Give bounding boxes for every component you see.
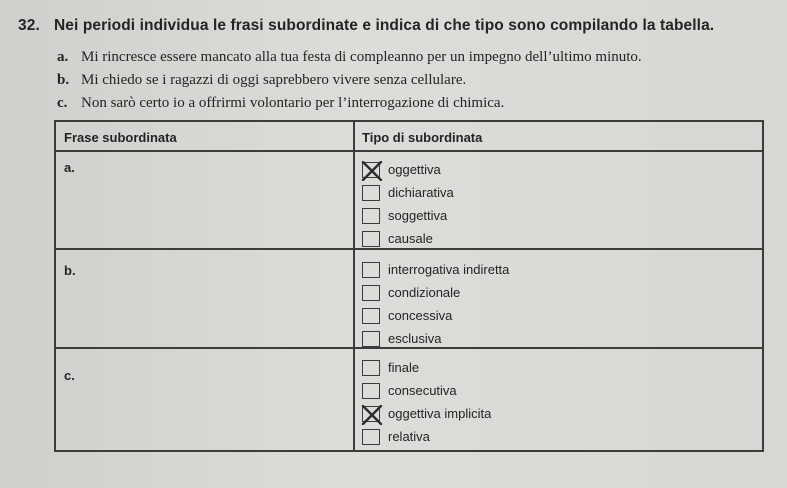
column-header-tipo: Tipo di subordinata <box>362 130 483 145</box>
answer-table <box>54 120 764 452</box>
option-label: oggettiva implicita <box>388 406 492 421</box>
option-dichiarativa <box>362 183 752 205</box>
sentence-letter: c. <box>57 95 68 111</box>
checkbox[interactable] <box>362 262 380 278</box>
sentence-a <box>57 46 642 69</box>
exercise-instruction: Nei periodi individua le frasi subordinate e indica di che tipo sono compilando la tabella. <box>54 17 715 34</box>
column-header-frase: Frase subordinata <box>64 130 177 145</box>
option-label: oggettiva <box>388 162 441 177</box>
checkbox[interactable] <box>362 308 380 324</box>
checkbox[interactable] <box>362 162 380 178</box>
option-label: relativa <box>388 429 430 444</box>
option-label: soggettiva <box>388 208 448 223</box>
row-letter-b: b. <box>64 263 76 278</box>
checkbox[interactable] <box>362 185 380 201</box>
option-finale <box>362 358 752 380</box>
option-label: dichiarativa <box>388 185 454 200</box>
option-consecutiva <box>362 381 752 403</box>
option-condizionale <box>362 283 752 305</box>
sentence-c <box>57 92 642 115</box>
sentence-list <box>57 46 642 115</box>
option-label: finale <box>388 360 420 375</box>
option-oggettiva-implicita <box>362 404 752 426</box>
exercise-heading <box>18 17 714 35</box>
sentence-letter: b. <box>57 72 70 88</box>
option-label: interrogativa indiretta <box>388 262 510 277</box>
option-label: concessiva <box>388 308 453 323</box>
option-soggettiva <box>362 206 752 228</box>
option-label: causale <box>388 231 433 246</box>
option-label: consecutiva <box>388 383 457 398</box>
column-divider <box>353 122 355 450</box>
checkbox[interactable] <box>362 383 380 399</box>
checkbox[interactable] <box>362 429 380 445</box>
option-esclusiva <box>362 329 752 351</box>
option-label: condizionale <box>388 285 461 300</box>
sentence-b <box>57 69 642 92</box>
checkbox[interactable] <box>362 285 380 301</box>
option-causale <box>362 229 752 251</box>
sentence-text: Non sarò certo io a offrirmi volontario per l’interrogazione di chimica. <box>81 95 505 111</box>
checkbox[interactable] <box>362 360 380 376</box>
option-relativa <box>362 427 752 449</box>
option-oggettiva <box>362 160 752 182</box>
sentence-text: Mi rincresce essere mancato alla tua festa di compleanno per un impegno dell’ultimo minuto. <box>81 49 642 65</box>
header-divider <box>56 150 762 152</box>
check-x-icon <box>361 405 383 425</box>
checkbox[interactable] <box>362 231 380 247</box>
check-x-icon <box>361 161 383 181</box>
sentence-letter: a. <box>57 49 69 65</box>
checkbox[interactable] <box>362 331 380 347</box>
exercise-number: 32. <box>18 17 40 34</box>
checkbox[interactable] <box>362 406 380 422</box>
sentence-text: Mi chiedo se i ragazzi di oggi saprebbero vivere senza cellulare. <box>81 72 467 88</box>
checkbox[interactable] <box>362 208 380 224</box>
option-concessiva <box>362 306 752 328</box>
row-letter-c: c. <box>64 368 75 383</box>
option-label: esclusiva <box>388 331 442 346</box>
row-letter-a: a. <box>64 160 75 175</box>
option-interrogativa-indiretta <box>362 260 752 282</box>
